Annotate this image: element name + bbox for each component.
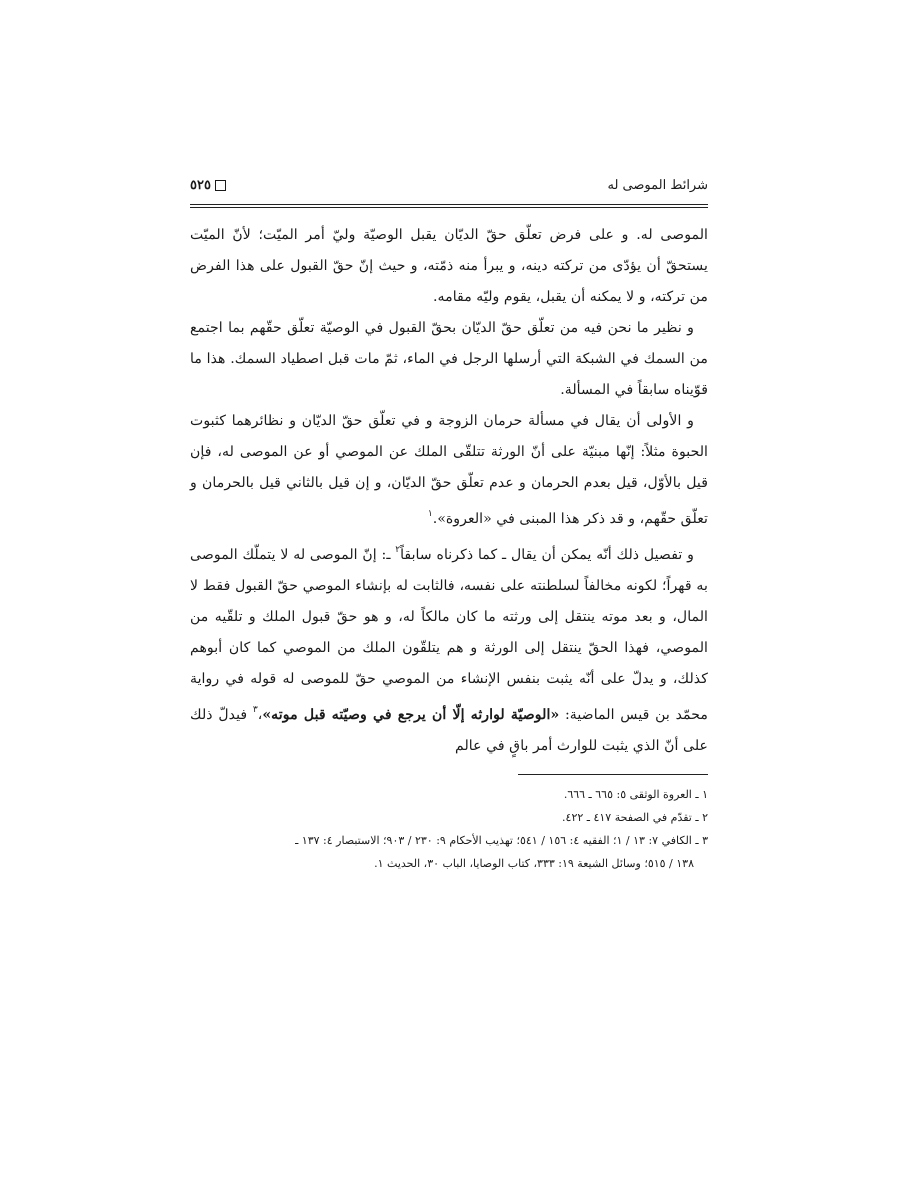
paragraph-3 (190, 406, 708, 535)
hadith-quote: «الوصيّة لوارثه إلّا أن يرجع في وصيّته قبل موته» (262, 707, 560, 723)
page-number-value: ٥٢٥ (190, 178, 211, 193)
footnote-marker-1: ١ (427, 509, 433, 519)
footnotes (190, 783, 708, 875)
running-title: شرائط الموصى له (607, 178, 708, 193)
paragraph-4 (190, 535, 708, 762)
header-double-rule (190, 204, 708, 208)
footnote-3: ٣ ـ الكافي ٧: ١٣ / ١؛ الفقيه ٤: ١٥٦ / ٥٤١؛ تهذيب الأحكام ٩: ٢٣٠ / ٩٠٣؛ الاستبصار ٤: ١٣٧ ـ (295, 834, 708, 847)
paragraph-1: الموصى له. و على فرض تعلّق حقّ الديّان يقبل الوصيّة وليّ أمر الميّت؛ لأنّ الميّت يستحقّ أن يؤدّى من تركته دينه، و يبرأ منه ذمّته، و حيث إنّ حقّ القبول على هذا الفرض من تركته، و لا يمكنه أن يقبل، يقوم وليّه مقامه. (190, 227, 708, 305)
page-number (190, 178, 226, 193)
page-header (190, 170, 708, 204)
footnote-separator (518, 774, 708, 775)
square-box-icon (215, 180, 226, 191)
footnote-1: ١ ـ العروة الوثقى ٥: ٦٦٥ ـ ٦٦٦. (563, 788, 708, 801)
book-page (190, 170, 708, 875)
footnote-marker-2: ٢ (395, 545, 401, 555)
body-text (190, 220, 708, 762)
paragraph-4-text-d: فيدلّ ذلك على أنّ الذي يثبت للوارث أمر باقٍ في عالم (190, 707, 708, 754)
paragraph-4-text-a: و تفصيل ذلك أنّه يمكن أن يقال ـ كما ذكرناه سابقاً (400, 547, 694, 563)
footnote-2: ٢ ـ تقدّم في الصفحة ٤١٧ ـ ٤٢٢. (562, 811, 708, 824)
paragraph-4-text-b: ـ: إنّ الموصى له لا يتملّك الموصى به قهراً؛ لكونه مخالفاً لسلطنته على نفسه، فالثابت له بإنشاء الموصي حقّ القبول فقط لا المال، و بعد موته ينتقل إلى ورثته ما كان مالكاً له، و هو حقّ قبول الملك و تلقّيه من الموصي، فهذا الحقّ ينتقل إلى الورثة و هم يتلقّون الملك من الموصي كما كان أبوهم كذلك، و يدلّ على أنّه يثبت بنفس الإنشاء من الموصي حقّ للموصى له قوله في رواية محمّد بن قيس الماضية: (190, 547, 708, 723)
footnote-marker-3: ٣ (252, 705, 258, 715)
paragraph-4-text-c: ، (257, 707, 263, 723)
footnote-3-continuation: ١٣٨ / ٥١٥؛ وسائل الشيعة ١٩: ٣٣٣، كتاب الوصايا، الباب ٣٠، الحديث ١. (374, 857, 694, 870)
paragraph-2: و نظير ما نحن فيه من تعلّق حقّ الديّان بحقّ القبول في الوصيّة تعلّق حقّهم بما اجتمع من السمك في الشبكة التي أرسلها الرجل في الماء، ثمّ مات قبل اصطياد السمك. هذا ما قوّيناه سابقاً في المسألة. (190, 320, 708, 398)
paragraph-3-text: و الأولى أن يقال في مسألة حرمان الزوجة و في تعلّق حقّ الديّان و نظائرهما كثبوت الحبوة مثلاً: إنّها مبنيّة على أنّ الورثة تتلقّى الملك عن الموصي أو عن الموصى له، فإن قيل بالأوّل، قيل بعدم الحرمان و عدم تعلّق حقّ الديّان، و إن قيل بالثاني قيل بالحرمان و تعلّق حقّهم، و قد ذكر هذا المبنى في «العروة». (190, 413, 708, 527)
